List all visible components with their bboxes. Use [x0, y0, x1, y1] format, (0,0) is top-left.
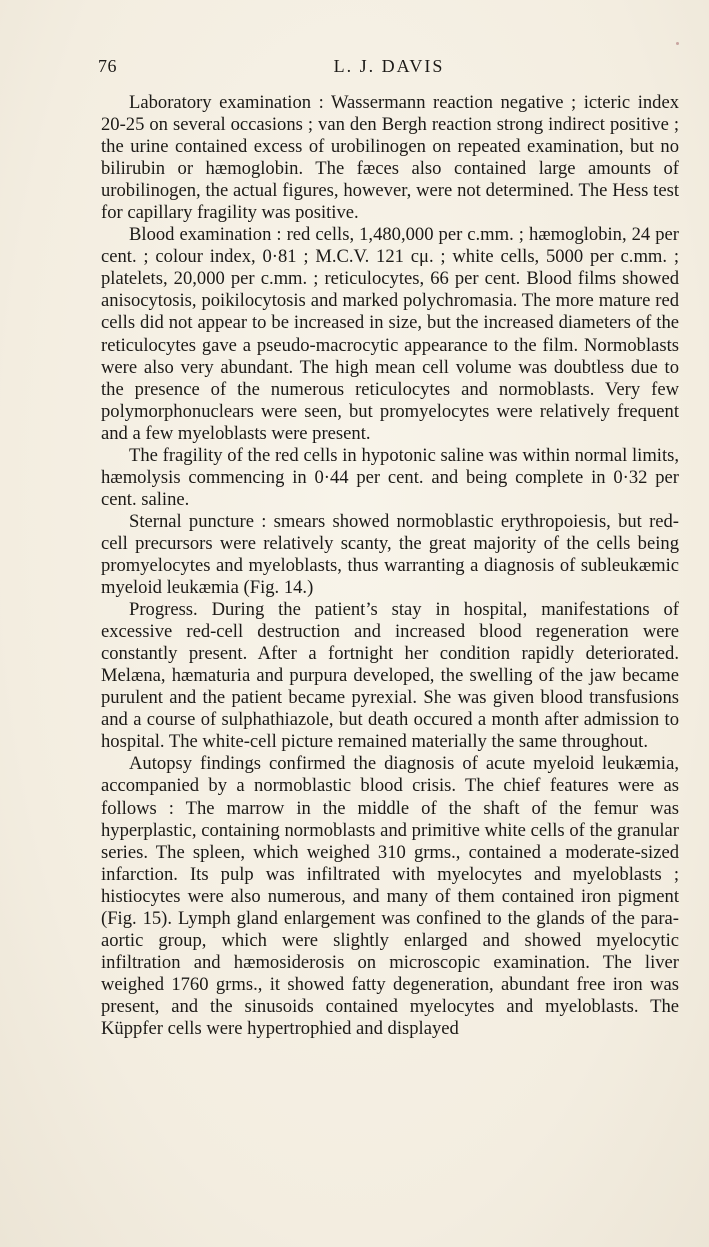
paragraph-sternal-puncture: Sternal puncture : smears showed normoblastic erythropoiesis, but red-cell precursors were relatively scanty, the great majority of the cells being promyelocytes and myeloblasts, thus warranting a diagnosis of subleukæmic myeloid leukæmia (Fig. 14.)	[101, 510, 679, 599]
paragraph-fragility: The fragility of the red cells in hypotonic saline was within normal limits, hæmolysis commencing in 0·44 per cent. and being complete in 0·32 per cent. saline.	[101, 444, 679, 510]
paragraph-laboratory-examination: Laboratory examination : Wassermann reaction negative ; icteric index 20-25 on several occasions ; van den Bergh reaction strong indirect positive ; the urine contained excess of urobilinogen on repeated examination, but no bilirubin or hæmoglobin. The fæces also contained large amounts of urobilinogen, the actual figures, however, were not determined. The Hess test for capillary fragility was positive.	[101, 92, 679, 224]
paragraph-progress: Progress. During the patient’s stay in hospital, manifestations of excessive red-cell destruction and increased blood regeneration were constantly present. After a fortnight her condition rapidly deteriorated. Melæna, hæmaturia and purpura developed, the swelling of the jaw became purulent and the patient became pyrexial. She was given blood transfusions and a course of sulphathiazole, but death occured a month after admission to hospital. The white-cell picture remained materially the same throughout.	[101, 599, 679, 753]
page-number: 76	[98, 56, 117, 76]
running-head-author: L. J. DAVIS	[333, 56, 445, 76]
paragraph-blood-examination: Blood examination : red cells, 1,480,000 per c.mm. ; hæmoglobin, 24 per cent. ; colour index, 0·81 ; M.C.V. 121 cμ. ; white cells, 5000 per c.mm. ; platelets, 20,000 per c.mm. ; reticulocytes, 66 per cent. Blood films showed anisocytosis, poikilocytosis and marked polychromasia. The more mature red cells did not appear to be increased in size, but the increased diameters of the reticulocytes gave a pseudo-macrocytic appearance to the film. Normoblasts were also very abundant. The high mean cell volume was doubtless due to the presence of the numerous reticulocytes and normoblasts. Very few polymorphonuclears were seen, but promyelocytes were relatively frequent and a few myeloblasts were present.	[101, 224, 679, 444]
body-text	[101, 92, 679, 1040]
running-head	[98, 56, 680, 80]
paragraph-autopsy-findings: Autopsy findings confirmed the diagnosis of acute myeloid leukæmia, accompanied by a normoblastic blood crisis. The chief features were as follows : The marrow in the middle of the shaft of the femur was hyperplastic, containing normoblasts and primitive white cells of the granular series. The spleen, which weighed 310 grms., contained a moderate-sized infarction. Its pulp was infiltrated with myelocytes and myeloblasts ; histiocytes were also numerous, and many of them contained iron pigment (Fig. 15). Lymph gland enlargement was confined to the glands of the para-aortic group, which were slightly enlarged and showed myelocytic infiltration and hæmosiderosis on microscopic examination. The liver weighed 1760 grms., it showed fatty degeneration, abundant free iron was present, and the sinusoids contained myelocytes and myeloblasts. The Küppfer cells were hypertrophied and displayed	[101, 753, 679, 1039]
paper-speck	[676, 42, 679, 45]
